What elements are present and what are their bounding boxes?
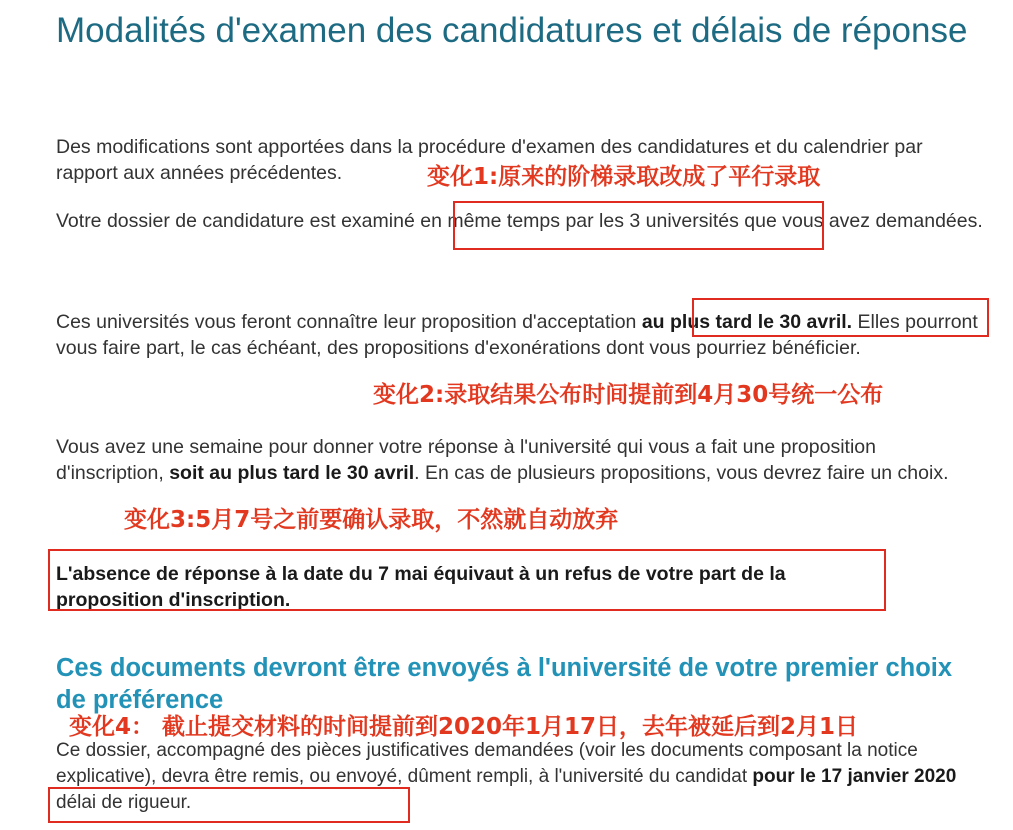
highlight-box-april-30 <box>692 298 989 337</box>
p6-bold-pour: pour <box>752 766 795 787</box>
p6-after: délai de rigueur. <box>56 792 192 813</box>
page-title: Modalités d'examen des candidatures et délais de réponse <box>56 11 968 50</box>
highlight-box-universities <box>453 201 824 250</box>
p2-highlight: en même temps par les 3 universités <box>420 210 739 232</box>
p4-after: . En cas de plusieurs propositions, vous devrez faire un choix. <box>414 462 949 484</box>
response-week-paragraph <box>56 434 986 486</box>
annotation-change-1: 变化1:原来的阶梯录取改成了平行录取 <box>427 164 821 190</box>
p6-bold-date: le 17 janvier 2020 <box>799 766 957 787</box>
annotation-change-3: 变化3:5月7号之前要确认录取，不然就自动放弃 <box>124 507 619 533</box>
annotation-change-2: 变化2:录取结果公布时间提前到4月30号统一公布 <box>373 382 884 408</box>
p2-before: Votre dossier de candidature est examiné <box>56 210 421 232</box>
intro-paragraph: Des modifications sont apportées dans la procédure d'examen des candidatures et du calendrier par rapport aux années précédentes. <box>56 136 923 184</box>
p4-before: Vous avez une semaine pour donner votre réponse à l'université qui vous a fait une proposition d'inscription, <box>56 436 876 484</box>
no-response-warning: L'absence de réponse à la date du 7 mai équivaut à un refus de votre part de la proposition d'inscription. <box>56 563 786 611</box>
highlight-box-may-7 <box>48 549 886 611</box>
annotation-change-4: 变化4： 截止提交材料的时间提前到2020年1月17日，去年被延后到2月1日 <box>69 714 859 740</box>
p3-bold-date: au plus tard le 30 avril. <box>641 311 853 333</box>
p2-after: que vous avez demandées. <box>738 210 983 232</box>
p6-before: Ce dossier, accompagné des pièces justificatives demandées (voir les documents composant la notice explicative), devra être remis, ou envoyé, dûment rempli, à l'université du candidat <box>56 740 918 787</box>
documents-subheading: Ces documents devront être envoyés à l'université de votre premier choix de préférence <box>56 654 953 714</box>
p3-after: Elles pourront vous faire part, le cas échéant, des propositions d'exonérations dont vous pourriez bénéficier. <box>56 311 978 359</box>
p3-before: Ces universités vous feront connaître leur proposition d'acceptation <box>56 311 642 333</box>
p4-bold-date: soit au plus tard le 30 avril <box>169 462 415 484</box>
highlight-box-jan-17 <box>48 787 410 823</box>
